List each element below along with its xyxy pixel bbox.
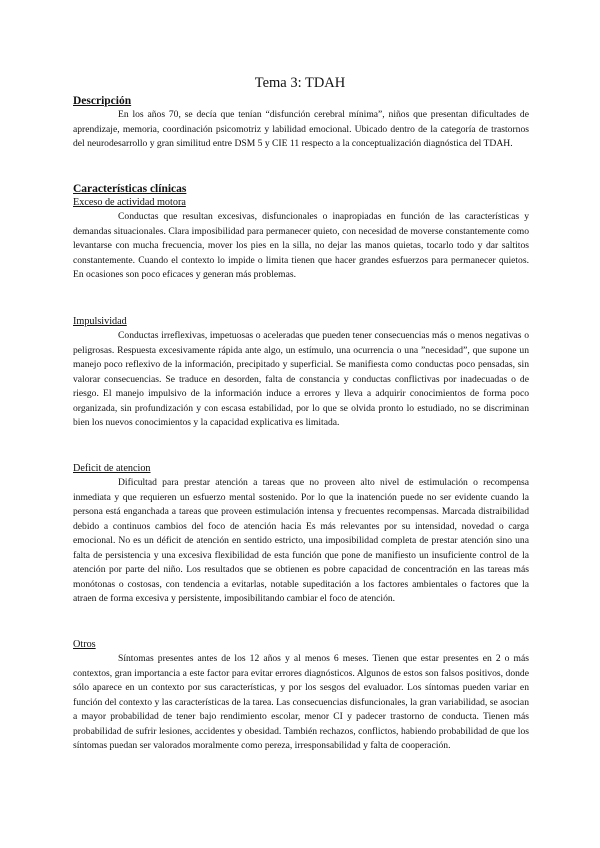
- exceso-subheading: Exceso de actividad motora: [73, 197, 186, 208]
- deficit-paragraph: Dificultad para prestar atención a tareas que no proveen alto nivel de estimulación o recompensa inmediata y que requieren un esfuerzo mental sostenido. Por lo que la inatención puede no ser evidente cuando la persona está enganchada a tareas que proveen estimulación intensa y frecuentes recompensas. Marcada distraibilidad debido a continuos cambios del foco de atención hacia Es más relevantes por su intensidad, novedad o carga emocional. No es un déficit de atención en sentido estricto, una imposibilidad completa de prestar atención sino una falta de persistencia y una excesiva flexibilidad de esta función que pone de manifiesto un insuficiente control de la atención por parte del niño. Los resultados que se obtienen es pobre capacidad de concentración en las tareas más monótonas o costosas, con tendencia a evitarlas, notable supeditación a los factores ambientales o factores que la atraen de forma excesiva y persistente, imposibilitando cambiar el foco de atención.: [73, 477, 529, 604]
- otros-section: [73, 638, 529, 754]
- impulsividad-section: [73, 315, 529, 431]
- caracteristicas-heading-block: [73, 182, 529, 196]
- exceso-section: [73, 196, 529, 283]
- otros-subheading: Otros: [73, 639, 96, 650]
- impulsividad-subheading: Impulsividad: [73, 316, 127, 327]
- page-title: Tema 3: TDAH: [254, 75, 346, 91]
- descripcion-paragraph: En los años 70, se decía que tenían “disfunción cerebral mínima”, niños que presentan dificultades de aprendizaje, memoria, coordinación psicomotriz y labilidad emocional. Ubicado dentro de la categoría de trastornos del neurodesarrollo y gran similitud entre DSM 5 y CIE 11 respecto a la conceptualización diagnóstica del TDAH.: [73, 109, 529, 149]
- deficit-section: [73, 462, 529, 607]
- caracteristicas-heading: Características clínicas: [73, 183, 187, 195]
- impulsividad-paragraph: Conductas irreflexivas, impetuosas o aceleradas que pueden tener consecuencias más o menos negativas o peligrosas. Respuesta excesivamente rápida ante algo, un estímulo, una ocurrencia o una ”necesidad”, que supone un manejo poco reflexivo de la información, precipitado y superficial. Se manifiesta como conductas poco pensadas, sin valorar consecuencias. Se traduce en desorden, falta de constancia y conductas conflictivas por inadecuadas o de riesgo. El manejo impulsivo de la información induce a errores y lleva a adquirir conocimientos de forma poco organizada, sin profundización y con escasa estabilidad, por lo que se olvida pronto lo estudiado, no se discriminan bien los nuevos conocimientos y la capacidad explicativa es limitada.: [73, 330, 529, 428]
- deficit-subheading: Deficit de atencion: [73, 463, 151, 474]
- descripcion-section: [73, 94, 529, 152]
- exceso-paragraph: Conductas que resultan excesivas, disfuncionales o inapropiadas en función de las características y demandas situacionales. Clara imposibilidad para permanecer quieto, con necesidad de moverse constantemente como levantarse con mucha frecuencia, mover los pies en la silla, no dejar las manos quietas, tocarlo todo y dar saltitos constantemente. Cuando el contexto lo impide o limita tienen que hacer grandes esfuerzos para permanecer quietos. En ocasiones son poco eficaces y generan más problemas.: [73, 211, 529, 280]
- otros-paragraph: Síntomas presentes antes de los 12 años y al menos 6 meses. Tienen que estar presentes en 2 o más contextos, gran importancia a este factor para evitar errores diagnósticos. Algunos de estos son falsos positivos, donde sólo aparece en un contexto por sus características, y por los sesgos del evaluador. Los síntomas pueden variar en función del contexto y las características de la tarea. Las consecuencias disfuncionales, la gran variabilidad, se asocian a mayor probabilidad de tener bajo rendimiento escolar, menor CI y padecer trastorno de conducta. Tienen más probabilidad de sufrir lesiones, accidentes y obesidad. También rechazos, conflictos, habiendo probabilidad de que los síntomas puedan ser valorados moralmente como pereza, irresponsabilidad y falta de cooperación.: [73, 653, 529, 751]
- descripcion-heading: Descripción: [73, 95, 132, 107]
